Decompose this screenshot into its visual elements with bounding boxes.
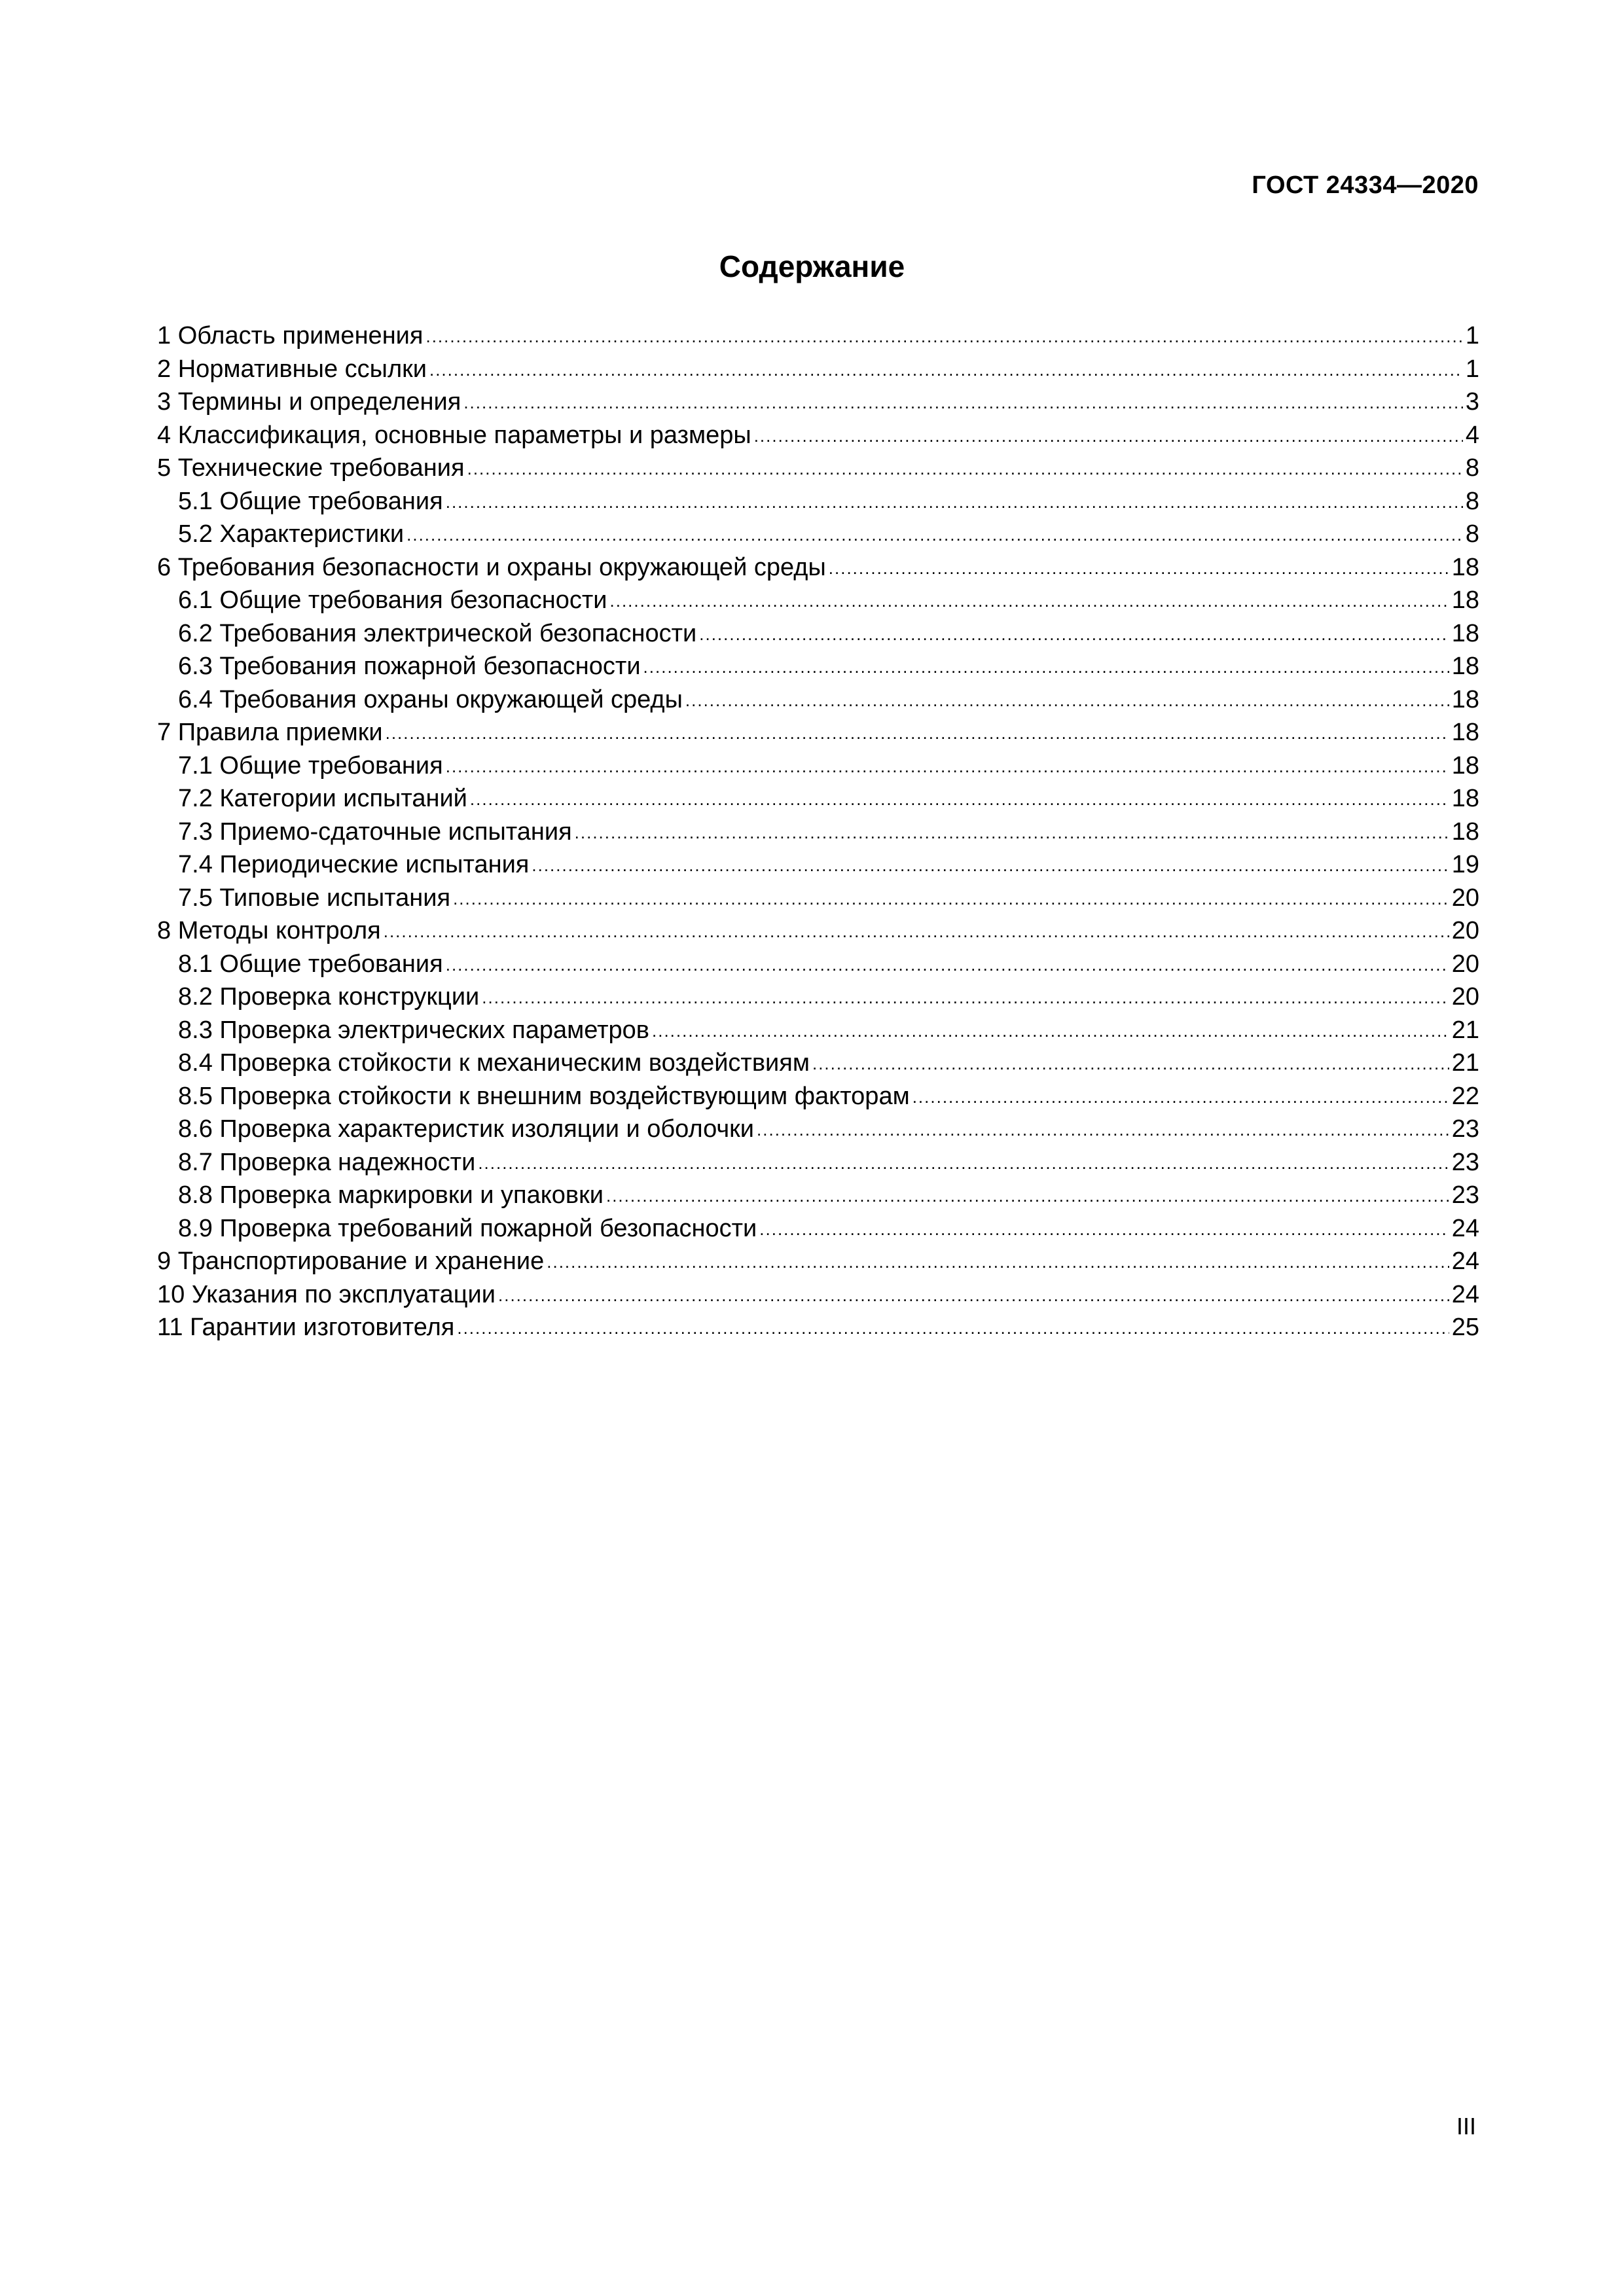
toc-entry[interactable] [157,452,1479,485]
toc-entry-label: 5.2 Характеристики [178,520,405,548]
toc-leader-dots [470,781,1449,816]
toc-entry-page: 21 [1451,1016,1479,1044]
toc-entry-page: 22 [1451,1082,1479,1110]
toc-entry[interactable] [157,1047,1479,1080]
toc-entry-label: 1 Область применения [157,322,424,350]
toc-entry-label: 7.3 Приемо-сдаточные испытания [178,817,572,846]
toc-entry[interactable] [157,386,1479,419]
toc-entry[interactable] [157,1146,1479,1179]
toc-entry-page: 24 [1451,1247,1479,1275]
toc-entry-label: 8.7 Проверка надежности [178,1148,476,1176]
toc-leader-dots [610,583,1449,618]
toc-entry-page: 8 [1465,487,1479,515]
toc-entry-label: 5 Технические требования [157,454,465,482]
toc-entry-label: 2 Нормативные ссылки [157,355,427,383]
toc-leader-dots [384,913,1449,948]
toc-entry-label: 8 Методы контроля [157,917,381,944]
toc-leader-dots [754,418,1463,453]
toc-entry-label: 9 Транспортирование и хранение [157,1247,545,1275]
toc-leader-dots [812,1045,1449,1081]
toc-leader-dots [757,1111,1449,1147]
toc-leader-dots [478,1145,1449,1180]
toc-entry[interactable] [157,914,1479,948]
toc-entry-page: 23 [1451,1181,1479,1209]
toc-entry-label: 8.9 Проверка требований пожарной безопасности [178,1214,757,1242]
toc-entry[interactable] [157,584,1479,617]
toc-entry-page: 18 [1451,586,1479,614]
toc-entry-label: 8.6 Проверка характеристик изоляции и оболочки [178,1115,755,1143]
toc-leader-dots [759,1211,1449,1246]
toc-entry-page: 21 [1451,1049,1479,1077]
toc-entry-label: 7.4 Периодические испытания [178,851,530,878]
toc-entry-page: 24 [1451,1214,1479,1242]
toc-entry-page: 25 [1451,1314,1479,1341]
toc-entry[interactable] [157,551,1479,584]
toc-entry[interactable] [157,419,1479,452]
toc-leader-dots [643,649,1449,684]
toc-entry-page: 18 [1451,619,1479,647]
toc-entry-page: 18 [1451,817,1479,846]
toc-entry-label: 5.1 Общие требования [178,487,443,515]
toc-entry-page: 1 [1465,355,1479,383]
toc-leader-dots [453,880,1449,916]
toc-entry-page: 18 [1451,751,1479,780]
toc-entry[interactable] [157,1014,1479,1047]
toc-entry-label: 6 Требования безопасности и охраны окружающей среды [157,553,826,581]
toc-entry[interactable] [157,848,1479,882]
toc-entry-label: 7 Правила приемки [157,719,383,746]
page-number: III [1456,2113,1476,2140]
toc-entry-page: 24 [1451,1280,1479,1308]
toc-leader-dots [425,318,1462,353]
toc-entry-page: 23 [1451,1115,1479,1143]
toc-leader-dots [446,484,1463,519]
toc-entry[interactable] [157,353,1479,386]
toc-entry-label: 7.1 Общие требования [178,751,443,780]
toc-entry[interactable] [157,1179,1479,1212]
toc-entry[interactable] [157,716,1479,749]
toc-entry[interactable] [157,1311,1479,1344]
toc-leader-dots [446,946,1449,982]
toc-entry-label: 6.1 Общие требования безопасности [178,586,607,614]
toc-entry-label: 3 Термины и определения [157,388,461,416]
toc-entry-page: 19 [1451,851,1479,878]
toc-leader-dots [406,516,1463,552]
toc-entry-page: 18 [1451,719,1479,746]
toc-leader-dots [547,1244,1449,1279]
toc-entry[interactable] [157,485,1479,518]
toc-entry-label: 8.1 Общие требования [178,950,443,978]
toc-entry[interactable] [157,980,1479,1014]
toc-entry[interactable] [157,617,1479,651]
table-of-contents [157,319,1479,1344]
toc-leader-dots [482,979,1449,1014]
toc-entry[interactable] [157,683,1479,717]
toc-entry-label: 8.2 Проверка конструкции [178,983,480,1011]
toc-entry[interactable] [157,1080,1479,1113]
toc-leader-dots [829,550,1449,585]
toc-leader-dots [429,351,1463,387]
toc-entry-page: 18 [1451,685,1479,713]
toc-leader-dots [652,1013,1449,1048]
toc-leader-dots [532,847,1449,882]
toc-entry[interactable] [157,1212,1479,1246]
toc-entry-page: 18 [1451,785,1479,812]
toc-entry-page: 8 [1465,520,1479,548]
toc-entry[interactable] [157,782,1479,816]
toc-leader-dots [498,1277,1449,1312]
toc-leader-dots [699,616,1449,651]
toc-leader-dots [912,1079,1449,1114]
toc-entry[interactable] [157,1113,1479,1146]
toc-entry[interactable] [157,1245,1479,1278]
document-code: ГОСТ 24334—2020 [1252,171,1479,199]
toc-entry[interactable] [157,948,1479,981]
toc-entry-page: 20 [1451,950,1479,978]
toc-entry-label: 6.4 Требования охраны окружающей среды [178,685,683,713]
toc-entry[interactable] [157,1278,1479,1312]
toc-leader-dots [463,384,1463,420]
toc-entry-label: 6.3 Требования пожарной безопасности [178,653,641,680]
toc-leader-dots [467,450,1463,486]
toc-entry-page: 8 [1465,454,1479,482]
toc-entry-page: 3 [1465,388,1479,416]
toc-entry-page: 23 [1451,1148,1479,1176]
toc-entry-label: 11 Гарантии изготовителя [157,1314,455,1341]
toc-entry-page: 1 [1465,322,1479,350]
toc-entry[interactable] [157,518,1479,551]
toc-leader-dots [606,1177,1449,1213]
toc-entry[interactable] [157,816,1479,849]
toc-title: Содержание [719,249,905,283]
toc-entry-page: 4 [1465,421,1479,449]
toc-entry-page: 20 [1451,917,1479,944]
toc-entry-page: 18 [1451,553,1479,581]
toc-entry-page: 20 [1451,884,1479,912]
toc-entry-label: 8.4 Проверка стойкости к механическим воздействиям [178,1049,810,1077]
toc-entry-page: 18 [1451,653,1479,680]
toc-entry-label: 6.2 Требования электрической безопасности [178,619,697,647]
toc-entry-page: 20 [1451,983,1479,1011]
toc-entry-label: 4 Классификация, основные параметры и размеры [157,421,751,449]
toc-entry[interactable] [157,319,1479,353]
toc-entry[interactable] [157,882,1479,915]
toc-entry[interactable] [157,749,1479,783]
toc-entry-label: 7.2 Категории испытаний [178,785,467,812]
toc-entry-label: 8.5 Проверка стойкости к внешним воздействующим факторам [178,1082,910,1110]
toc-entry-label: 7.5 Типовые испытания [178,884,451,912]
toc-leader-dots [685,682,1449,717]
toc-leader-dots [575,814,1449,850]
toc-entry-label: 10 Указания по эксплуатации [157,1280,496,1308]
toc-leader-dots [446,748,1449,783]
toc-entry-label: 8.8 Проверка маркировки и упаковки [178,1181,604,1209]
toc-leader-dots [457,1310,1449,1345]
toc-entry-label: 8.3 Проверка электрических параметров [178,1016,649,1044]
toc-leader-dots [386,715,1449,750]
toc-entry[interactable] [157,650,1479,683]
